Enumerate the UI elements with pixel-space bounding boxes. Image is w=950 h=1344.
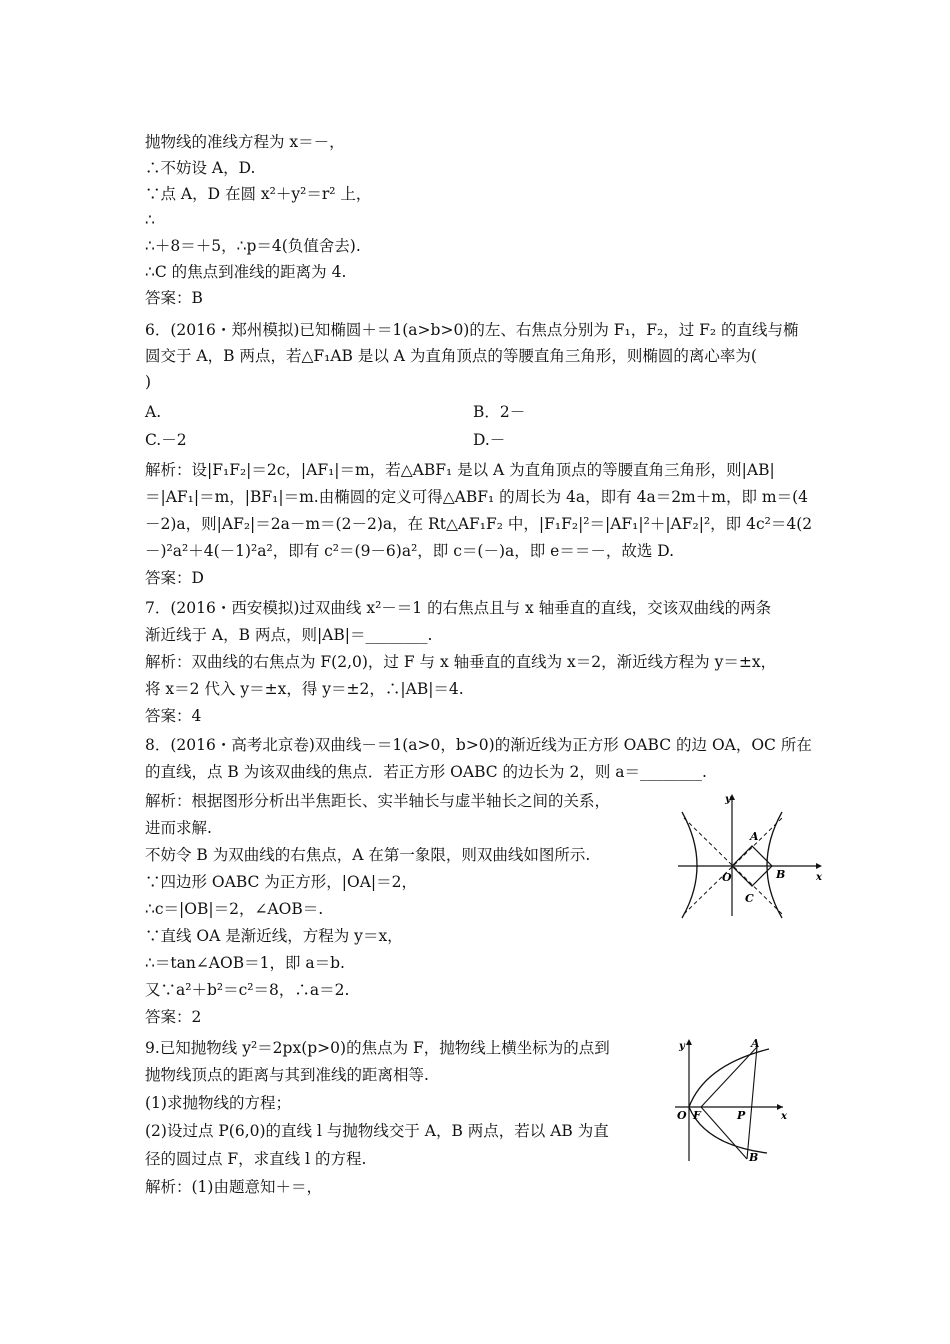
- q7-line-1: 7．(2016・西安模拟)过双曲线 x²－＝1 的右焦点且与 x 轴垂直的直线，交该双曲线的两条: [145, 599, 772, 617]
- q7-solution-1: 解析：双曲线的右焦点为 F(2,0)，过 F 与 x 轴垂直的直线为 x＝2，渐近线方程为 y＝±x，: [145, 653, 777, 671]
- q8-solution-1: 解析：根据图形分析出半焦距长、实半轴长与虚半轴长之间的关系，: [145, 792, 611, 810]
- q9-solution-1: 解析：(1)由题意知＋＝，: [145, 1178, 322, 1196]
- label-p: P: [737, 1109, 746, 1122]
- line-5: ∴C 的焦点到准线的距离为 4.: [145, 263, 347, 281]
- q9-line-2: 抛物线顶点的距离与其到准线的距离相等.: [145, 1066, 429, 1084]
- label-a-2: A: [751, 1037, 760, 1050]
- line-2: ∵点 A，D 在圆 x²＋y²＝r² 上，: [145, 185, 372, 203]
- q6-solution-3: －2)a，则|AF₂|＝2a－m＝(2－2)a，在 Rt△AF₁F₂ 中，|F₁F₂|²＝|AF₁|²＋|AF₂|²，即 4c²＝4(2: [145, 515, 813, 533]
- answer-7: 答案：4: [145, 707, 202, 725]
- q6-line-3: ): [145, 373, 152, 391]
- q8-solution-2: 进而求解.: [145, 819, 212, 837]
- option-a: A.: [145, 403, 162, 421]
- q8-solution-8: 又∵a²＋b²＝c²＝8，∴a＝2.: [145, 981, 350, 999]
- label-f: F: [693, 1109, 701, 1122]
- q9-part-1: (1)求抛物线的方程；: [145, 1094, 291, 1112]
- q8-solution-4: ∵四边形 OABC 为正方形，|OA|＝2，: [145, 873, 418, 891]
- q8-line-1: 8．(2016・高考北京卷)双曲线－＝1(a>0，b>0)的渐近线为正方形 OABC 的边 OA，OC 所在: [145, 736, 812, 754]
- label-x: x: [816, 872, 822, 883]
- label-b: B: [776, 868, 786, 881]
- label-a: A: [750, 830, 759, 843]
- q6-line-2: 圆交于 A，B 两点，若△F₁AB 是以 A 为直角顶点的等腰直角三角形，则椭圆的离心率为(: [145, 347, 757, 365]
- q9-line-1: 9.已知抛物线 y²＝2px(p>0)的焦点为 F，抛物线上横坐标为的点到: [145, 1039, 610, 1057]
- option-c: C.－2: [145, 431, 187, 449]
- line-3: ∴: [145, 211, 155, 229]
- q7-line-2: 渐近线于 A，B 两点，则|AB|＝________.: [145, 626, 433, 644]
- label-o: O: [722, 871, 732, 884]
- option-b: B．2－: [473, 403, 526, 421]
- label-y-2: y: [679, 1041, 685, 1052]
- q8-solution-3: 不妨令 B 为双曲线的右焦点，A 在第一象限，则双曲线如图所示.: [145, 846, 591, 864]
- label-y: y: [725, 794, 731, 805]
- label-c: C: [745, 892, 754, 905]
- hyperbola-figure: [670, 790, 830, 920]
- answer-5: 答案：B: [145, 289, 203, 307]
- line-0: 抛物线的准线方程为 x＝－，: [145, 133, 345, 151]
- option-d: D.－: [473, 431, 506, 449]
- q8-solution-7: ∴＝tan∠AOB＝1，即 a＝b.: [145, 954, 345, 972]
- answer-6: 答案：D: [145, 569, 204, 587]
- q8-line-2: 的直线，点 B 为该双曲线的焦点．若正方形 OABC 的边长为 2，则 a＝________.: [145, 763, 707, 781]
- q9-part-2-line-1: (2)设过点 P(6,0)的直线 l 与抛物线交于 A，B 两点，若以 AB 为直: [145, 1122, 609, 1140]
- q8-solution-5: ∴c＝|OB|＝2，∠AOB＝.: [145, 900, 324, 918]
- q8-solution-6: ∵直线 OA 是渐近线，方程为 y＝x，: [145, 927, 403, 945]
- q6-solution-2: ＝|AF₁|＝m，|BF₁|＝m.由椭圆的定义可得△ABF₁ 的周长为 4a，即有 4a＝2m＋m，即 m＝(4: [145, 488, 808, 506]
- answer-8: 答案：2: [145, 1008, 202, 1026]
- label-x-2: x: [781, 1111, 787, 1122]
- label-b-2: B: [749, 1151, 759, 1164]
- q6-line-1: 6．(2016・郑州模拟)已知椭圆＋＝1(a>b>0)的左、右焦点分别为 F₁，F₂，过 F₂ 的直线与椭: [145, 321, 799, 339]
- line-1: ∴不妨设 A，D.: [145, 159, 256, 177]
- q9-part-2-line-2: 径的圆过点 F，求直线 l 的方程.: [145, 1150, 367, 1168]
- q6-solution-1: 解析：设|F₁F₂|＝2c，|AF₁|＝m，若△ABF₁ 是以 A 为直角顶点的等腰直角三角形，则|AB|: [145, 461, 775, 479]
- q6-solution-4: －)²a²＋4(－1)²a²，即有 c²＝(9－6)a²，即 c＝(－)a，即 e＝＝－，故选 D.: [145, 542, 675, 560]
- parabola-figure: [665, 1035, 800, 1165]
- line-4: ∴＋8＝＋5，∴p＝4(负值舍去).: [145, 237, 361, 255]
- q7-solution-2: 将 x＝2 代入 y＝±x，得 y＝±2，∴|AB|＝4.: [145, 680, 464, 698]
- label-o-2: O: [677, 1109, 687, 1122]
